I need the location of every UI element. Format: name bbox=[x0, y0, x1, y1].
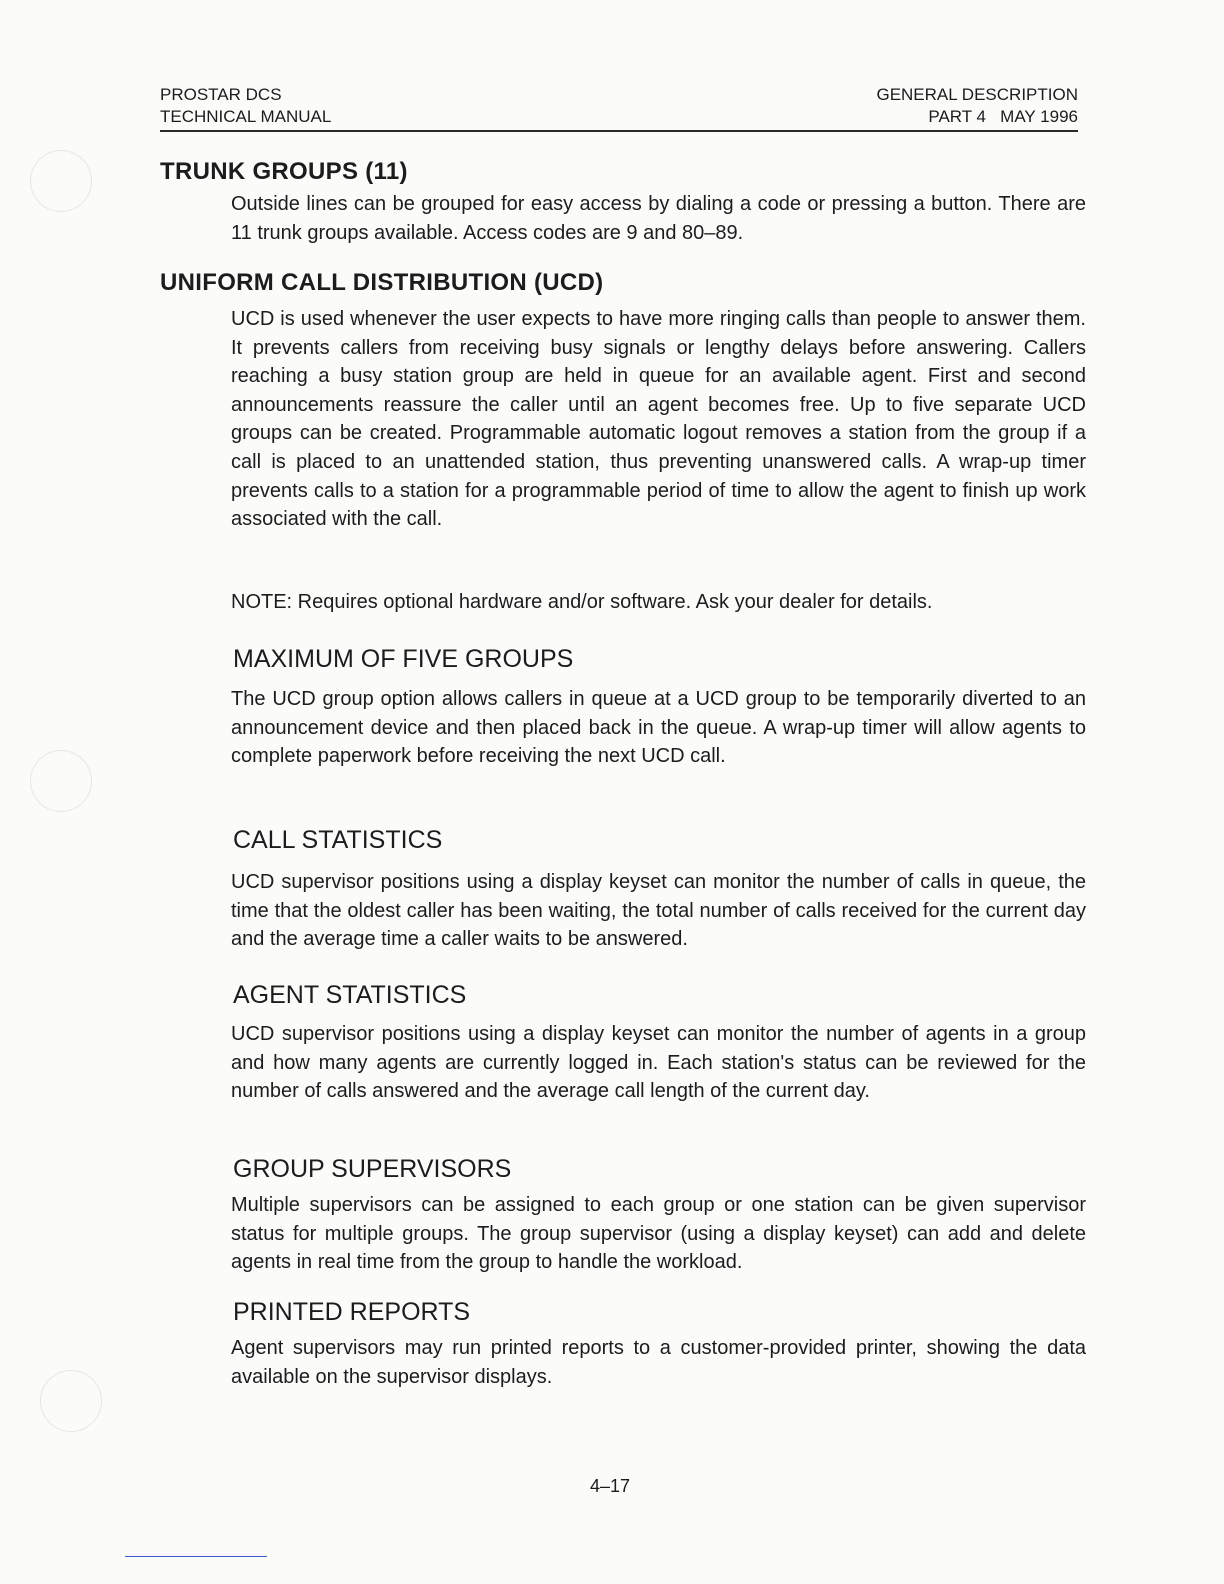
max-five-groups-heading: MAXIMUM OF FIVE GROUPS bbox=[233, 645, 574, 673]
header-left bbox=[160, 84, 331, 128]
printed-reports-heading: PRINTED REPORTS bbox=[233, 1298, 471, 1326]
scan-artifact-circle bbox=[40, 1370, 102, 1432]
trunk-groups-heading: TRUNK GROUPS (11) bbox=[160, 158, 408, 185]
group-supervisors-body: Multiple supervisors can be assigned to each group or one station can be given supervisor status for multiple groups. The group supervisor (using a display keyset) can add and delete agents in real time from the group to handle the workload. bbox=[231, 1194, 1086, 1274]
header-manual: TECHNICAL MANUAL bbox=[160, 107, 332, 126]
scan-artifact-circle bbox=[30, 750, 92, 812]
header-product: PROSTAR DCS bbox=[160, 85, 282, 104]
ucd-note: NOTE: Requires optional hardware and/or software. Ask your dealer for details. bbox=[231, 591, 933, 613]
header-part-date: PART 4 MAY 1996 bbox=[928, 107, 1078, 126]
agent-statistics-heading: AGENT STATISTICS bbox=[233, 981, 467, 1009]
ucd-body: UCD is used whenever the user expects to have more ringing calls than people to answer them. It prevents callers from receiving busy signals or lengthy delays before answering. Callers reaching a busy station group are held in queue for an available agent. First and second announcements reassure the caller until an agent becomes free. Up to five separate UCD groups can be created. Programmable automatic logout removes a station from the group if a call is placed to an unattended station, thus preventing unanswered calls. A wrap-up timer prevents calls to a station for a programmable period of time to allow the agent to finish up work associated with the call. bbox=[231, 308, 1086, 531]
ucd-heading: UNIFORM CALL DISTRIBUTION (UCD) bbox=[160, 269, 604, 296]
scan-artifact-circle bbox=[30, 150, 92, 212]
page-header bbox=[160, 84, 1078, 132]
agent-statistics-body: UCD supervisor positions using a display keyset can monitor the number of agents in a group and how many agents are currently logged in. Each station's status can be reviewed for the number of calls answered and the average call length of the current day. bbox=[231, 1023, 1086, 1103]
group-supervisors-heading: GROUP SUPERVISORS bbox=[233, 1155, 512, 1183]
max-five-groups-body: The UCD group option allows callers in queue at a UCD group to be temporarily diverted to an announcement device and then placed back in the queue. A wrap-up timer will allow agents to complete paperwork before receiving the next UCD call. bbox=[231, 688, 1086, 768]
printed-reports-body: Agent supervisors may run printed reports to a customer-provided printer, showing the data available on the supervisor displays. bbox=[231, 1337, 1086, 1388]
header-section: GENERAL DESCRIPTION bbox=[876, 85, 1078, 104]
page-number: 4–17 bbox=[590, 1476, 631, 1496]
call-statistics-body: UCD supervisor positions using a display keyset can monitor the number of calls in queue, the time that the oldest caller has been waiting, the total number of calls received for the current day and the average time a caller waits to be answered. bbox=[231, 871, 1086, 951]
call-statistics-heading: CALL STATISTICS bbox=[233, 826, 443, 854]
header-right bbox=[876, 84, 1078, 128]
footer-rule bbox=[125, 1556, 267, 1557]
trunk-groups-body: Outside lines can be grouped for easy access by dialing a code or pressing a button. There are 11 trunk groups available. Access codes are 9 and 80–89. bbox=[231, 193, 1086, 244]
